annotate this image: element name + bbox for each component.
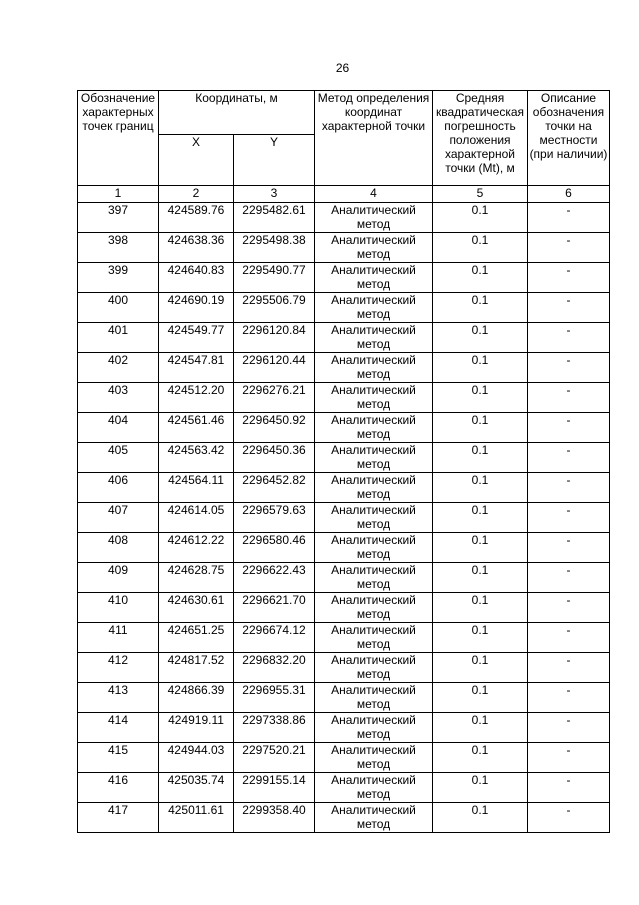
description-cell: - [528, 773, 610, 803]
accuracy-cell: 0.1 [433, 623, 528, 653]
accuracy-cell: 0.1 [433, 233, 528, 263]
header-coordinates-group: Координаты, м [159, 91, 315, 135]
accuracy-cell: 0.1 [433, 263, 528, 293]
point-id-cell: 402 [78, 353, 159, 383]
page-number: 26 [335, 61, 350, 75]
y-coordinate-cell: 2296452.82 [234, 473, 315, 503]
method-cell: Аналитический метод [315, 203, 433, 233]
header-point-designation: Обозначение характерных точек границ [78, 91, 159, 186]
point-id-cell: 410 [78, 593, 159, 623]
table-row [78, 533, 610, 563]
x-coordinate-cell: 424549.77 [159, 323, 234, 353]
header-method: Метод определения координат характерной точки [315, 91, 433, 186]
method-cell: Аналитический метод [315, 653, 433, 683]
accuracy-cell: 0.1 [433, 593, 528, 623]
accuracy-cell: 0.1 [433, 653, 528, 683]
point-id-cell: 407 [78, 503, 159, 533]
coordinates-table-body [78, 91, 610, 833]
method-cell: Аналитический метод [315, 503, 433, 533]
description-cell: - [528, 533, 610, 563]
x-coordinate-cell: 424563.42 [159, 443, 234, 473]
description-cell: - [528, 293, 610, 323]
description-cell: - [528, 263, 610, 293]
y-coordinate-cell: 2297338.86 [234, 713, 315, 743]
description-cell: - [528, 563, 610, 593]
method-cell: Аналитический метод [315, 743, 433, 773]
x-coordinate-cell: 424628.75 [159, 563, 234, 593]
column-number: 6 [528, 186, 610, 203]
table-row [78, 473, 610, 503]
x-coordinate-cell: 424690.19 [159, 293, 234, 323]
method-cell: Аналитический метод [315, 323, 433, 353]
method-cell: Аналитический метод [315, 623, 433, 653]
y-coordinate-cell: 2296579.63 [234, 503, 315, 533]
table-row [78, 323, 610, 353]
point-id-cell: 404 [78, 413, 159, 443]
method-cell: Аналитический метод [315, 443, 433, 473]
x-coordinate-cell: 424944.03 [159, 743, 234, 773]
point-id-cell: 400 [78, 293, 159, 323]
accuracy-cell: 0.1 [433, 323, 528, 353]
x-coordinate-cell: 424640.83 [159, 263, 234, 293]
y-coordinate-cell: 2299155.14 [234, 773, 315, 803]
accuracy-cell: 0.1 [433, 383, 528, 413]
table-row [78, 773, 610, 803]
method-cell: Аналитический метод [315, 683, 433, 713]
description-cell: - [528, 803, 610, 833]
accuracy-cell: 0.1 [433, 773, 528, 803]
accuracy-cell: 0.1 [433, 563, 528, 593]
table-row [78, 593, 610, 623]
accuracy-cell: 0.1 [433, 353, 528, 383]
point-id-cell: 413 [78, 683, 159, 713]
x-coordinate-cell: 424919.11 [159, 713, 234, 743]
table-row [78, 233, 610, 263]
y-coordinate-cell: 2296120.44 [234, 353, 315, 383]
header-description: Описание обозначения точки на местности (при наличии) [528, 91, 610, 186]
point-id-cell: 408 [78, 533, 159, 563]
description-cell: - [528, 683, 610, 713]
description-cell: - [528, 623, 610, 653]
x-coordinate-cell: 424651.25 [159, 623, 234, 653]
x-coordinate-cell: 424638.36 [159, 233, 234, 263]
column-number: 2 [159, 186, 234, 203]
y-coordinate-cell: 2296621.70 [234, 593, 315, 623]
x-coordinate-cell: 425011.61 [159, 803, 234, 833]
method-cell: Аналитический метод [315, 413, 433, 443]
point-id-cell: 406 [78, 473, 159, 503]
description-cell: - [528, 593, 610, 623]
column-number-row [78, 186, 610, 203]
method-cell: Аналитический метод [315, 713, 433, 743]
x-coordinate-cell: 425035.74 [159, 773, 234, 803]
table-row [78, 743, 610, 773]
header-x: X [159, 135, 234, 186]
accuracy-cell: 0.1 [433, 683, 528, 713]
description-cell: - [528, 413, 610, 443]
coordinates-table [77, 90, 610, 833]
y-coordinate-cell: 2296674.12 [234, 623, 315, 653]
column-number: 1 [78, 186, 159, 203]
point-id-cell: 399 [78, 263, 159, 293]
accuracy-cell: 0.1 [433, 803, 528, 833]
table-row [78, 263, 610, 293]
x-coordinate-cell: 424612.22 [159, 533, 234, 563]
point-id-cell: 416 [78, 773, 159, 803]
method-cell: Аналитический метод [315, 803, 433, 833]
table-row [78, 503, 610, 533]
point-id-cell: 401 [78, 323, 159, 353]
table-row [78, 293, 610, 323]
method-cell: Аналитический метод [315, 293, 433, 323]
description-cell: - [528, 233, 610, 263]
description-cell: - [528, 353, 610, 383]
accuracy-cell: 0.1 [433, 203, 528, 233]
x-coordinate-cell: 424866.39 [159, 683, 234, 713]
method-cell: Аналитический метод [315, 353, 433, 383]
description-cell: - [528, 713, 610, 743]
y-coordinate-cell: 2296450.92 [234, 413, 315, 443]
description-cell: - [528, 503, 610, 533]
accuracy-cell: 0.1 [433, 533, 528, 563]
table-row [78, 383, 610, 413]
x-coordinate-cell: 424817.52 [159, 653, 234, 683]
method-cell: Аналитический метод [315, 263, 433, 293]
x-coordinate-cell: 424564.11 [159, 473, 234, 503]
method-cell: Аналитический метод [315, 773, 433, 803]
method-cell: Аналитический метод [315, 533, 433, 563]
method-cell: Аналитический метод [315, 563, 433, 593]
table-row [78, 563, 610, 593]
point-id-cell: 398 [78, 233, 159, 263]
y-coordinate-cell: 2295490.77 [234, 263, 315, 293]
table-row [78, 803, 610, 833]
table-row [78, 683, 610, 713]
header-accuracy: Средняя квадратическая погрешность положения характерной точки (Mt), м [433, 91, 528, 186]
description-cell: - [528, 323, 610, 353]
accuracy-cell: 0.1 [433, 413, 528, 443]
x-coordinate-cell: 424614.05 [159, 503, 234, 533]
table-row [78, 353, 610, 383]
table-row [78, 623, 610, 653]
y-coordinate-cell: 2296580.46 [234, 533, 315, 563]
method-cell: Аналитический метод [315, 233, 433, 263]
point-id-cell: 417 [78, 803, 159, 833]
x-coordinate-cell: 424630.61 [159, 593, 234, 623]
column-number: 4 [315, 186, 433, 203]
point-id-cell: 415 [78, 743, 159, 773]
point-id-cell: 411 [78, 623, 159, 653]
y-coordinate-cell: 2296120.84 [234, 323, 315, 353]
description-cell: - [528, 743, 610, 773]
method-cell: Аналитический метод [315, 473, 433, 503]
header-y: Y [234, 135, 315, 186]
point-id-cell: 397 [78, 203, 159, 233]
description-cell: - [528, 203, 610, 233]
point-id-cell: 412 [78, 653, 159, 683]
y-coordinate-cell: 2299358.40 [234, 803, 315, 833]
table-row [78, 713, 610, 743]
point-id-cell: 403 [78, 383, 159, 413]
description-cell: - [528, 383, 610, 413]
x-coordinate-cell: 424512.20 [159, 383, 234, 413]
description-cell: - [528, 653, 610, 683]
y-coordinate-cell: 2295506.79 [234, 293, 315, 323]
y-coordinate-cell: 2296832.20 [234, 653, 315, 683]
accuracy-cell: 0.1 [433, 743, 528, 773]
column-number: 5 [433, 186, 528, 203]
accuracy-cell: 0.1 [433, 503, 528, 533]
description-cell: - [528, 443, 610, 473]
accuracy-cell: 0.1 [433, 293, 528, 323]
point-id-cell: 409 [78, 563, 159, 593]
y-coordinate-cell: 2296450.36 [234, 443, 315, 473]
y-coordinate-cell: 2296622.43 [234, 563, 315, 593]
point-id-cell: 414 [78, 713, 159, 743]
y-coordinate-cell: 2295498.38 [234, 233, 315, 263]
accuracy-cell: 0.1 [433, 713, 528, 743]
y-coordinate-cell: 2297520.21 [234, 743, 315, 773]
table-row [78, 203, 610, 233]
method-cell: Аналитический метод [315, 383, 433, 413]
x-coordinate-cell: 424561.46 [159, 413, 234, 443]
method-cell: Аналитический метод [315, 593, 433, 623]
x-coordinate-cell: 424589.76 [159, 203, 234, 233]
header-row-top [78, 91, 610, 135]
accuracy-cell: 0.1 [433, 443, 528, 473]
y-coordinate-cell: 2296955.31 [234, 683, 315, 713]
column-number: 3 [234, 186, 315, 203]
table-row [78, 413, 610, 443]
y-coordinate-cell: 2295482.61 [234, 203, 315, 233]
table-row [78, 443, 610, 473]
y-coordinate-cell: 2296276.21 [234, 383, 315, 413]
table-row [78, 653, 610, 683]
x-coordinate-cell: 424547.81 [159, 353, 234, 383]
point-id-cell: 405 [78, 443, 159, 473]
description-cell: - [528, 473, 610, 503]
accuracy-cell: 0.1 [433, 473, 528, 503]
